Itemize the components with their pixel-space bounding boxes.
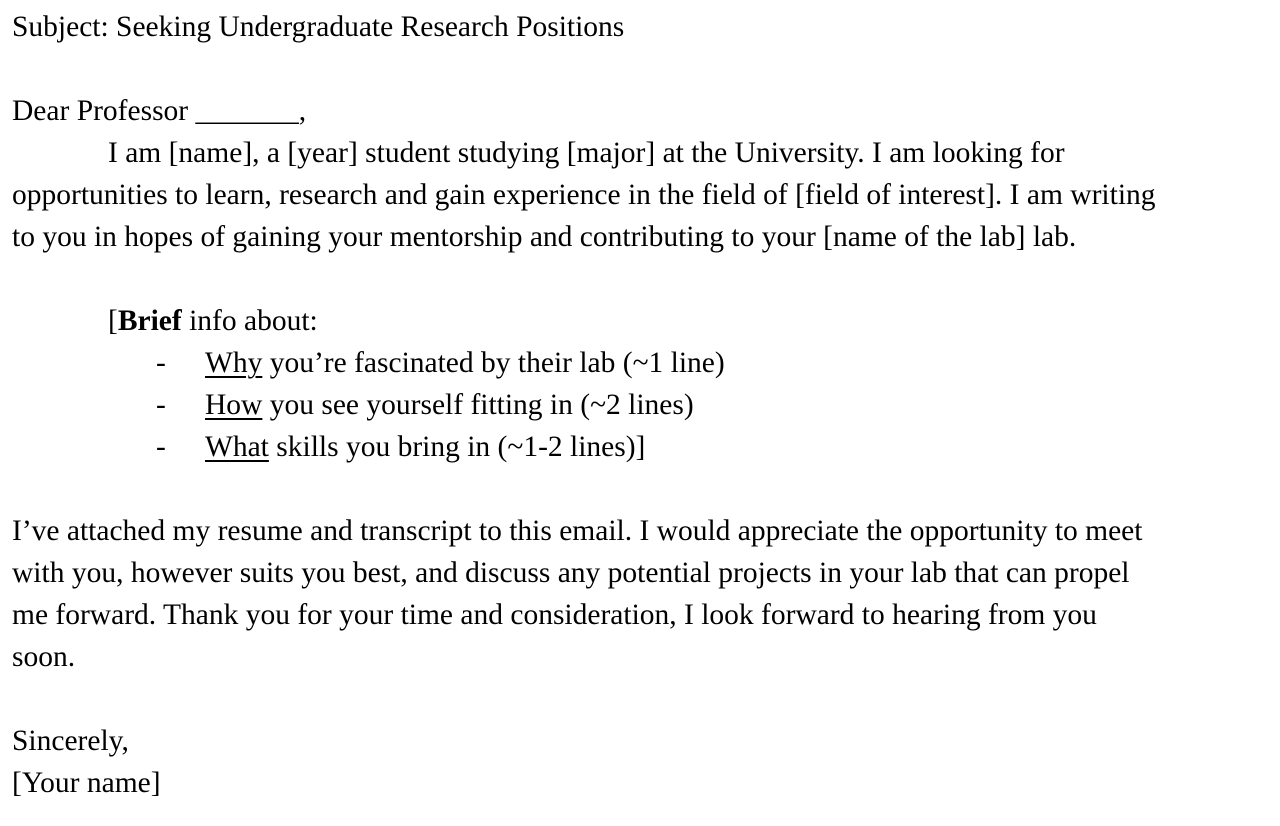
list-item-rest: you’re fascinated by their lab (~1 line) — [262, 347, 725, 379]
closing-line-2: with you, however suits you best, and discuss any potential projects in your lab that can propel — [12, 557, 1130, 589]
closing-line-3: me forward. Thank you for your time and consideration, I look forward to hearing from you — [12, 599, 1097, 631]
dash-bullet: - — [156, 431, 166, 463]
spacer — [12, 258, 1274, 300]
closing-line-1: I’ve attached my resume and transcript to this email. I would appreciate the opportunity to meet — [12, 515, 1143, 547]
brief-open-bracket: [ — [108, 305, 118, 337]
spacer — [12, 48, 1274, 90]
intro-line-1: I am [name], a [year] student studying [major] at the University. I am looking for — [108, 137, 1065, 169]
spacer — [12, 468, 1274, 510]
signature-placeholder: [Your name] — [12, 767, 161, 799]
closing-line-4: soon. — [12, 641, 76, 673]
list-item — [12, 426, 1274, 468]
spacer — [12, 678, 1274, 720]
intro-line-3: to you in hopes of gaining your mentorship and contributing to your [name of the lab] lab. — [12, 221, 1077, 253]
signoff: Sincerely, — [12, 725, 129, 757]
intro-paragraph — [12, 132, 1274, 258]
dash-bullet: - — [156, 389, 166, 421]
subject-line: Subject: Seeking Undergraduate Research Positions — [12, 11, 625, 43]
list-item-text — [205, 426, 645, 468]
list-item-rest: skills you bring in (~1-2 lines)] — [268, 431, 646, 463]
greeting: Dear Professor _______, — [12, 95, 307, 127]
list-item-rest: you see yourself fitting in (~2 lines) — [262, 389, 694, 421]
brief-bold-word: Brief — [117, 305, 182, 337]
email-template-document — [12, 6, 1274, 804]
list-item — [12, 342, 1274, 384]
brief-heading-rest: info about: — [181, 305, 318, 337]
dash-bullet: - — [156, 347, 166, 379]
brief-heading — [12, 300, 1274, 342]
list-item-keyword: How — [205, 389, 263, 421]
list-item-text — [205, 384, 694, 426]
list-item-text — [205, 342, 725, 384]
intro-line-2: opportunities to learn, research and gain experience in the field of [field of interest]. I am writing — [12, 179, 1156, 211]
list-item-keyword: Why — [205, 347, 263, 379]
list-item-keyword: What — [205, 431, 269, 463]
brief-info-block — [12, 300, 1274, 468]
list-item — [12, 384, 1274, 426]
closing-paragraph — [12, 510, 1274, 678]
